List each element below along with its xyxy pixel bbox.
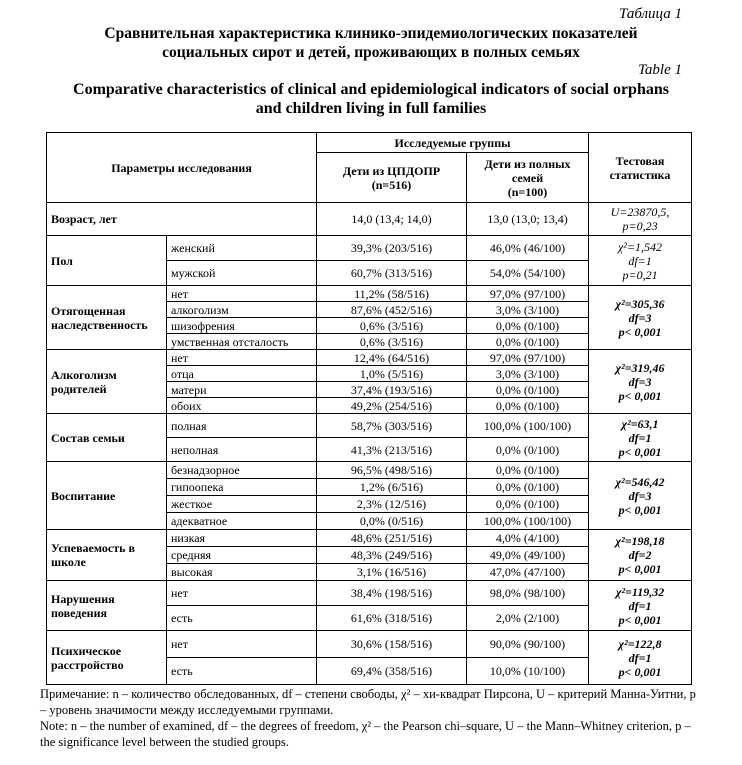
cell-value: 3,0% (3/100) [467, 366, 589, 382]
title-en-line1: Comparative characteristics of clinical and epidemiological indicators of social orphans [73, 81, 669, 98]
row-sub: мужской [167, 261, 317, 286]
table-row [47, 236, 692, 261]
cell-value: 54,0% (54/100) [467, 261, 589, 286]
cell-value: 30,6% (158/516) [317, 631, 467, 658]
row-sub: высокая [167, 564, 317, 581]
cell-value: 48,6% (251/516) [317, 530, 467, 547]
stat-cell: χ²=119,32 df=1 p< 0,001 [589, 581, 692, 631]
cell-value: 0,0% (0/516) [317, 513, 467, 530]
data-table [46, 132, 692, 685]
cell-value: 0,0% (0/100) [467, 334, 589, 350]
cell-value: 60,7% (313/516) [317, 261, 467, 286]
title-ru-line2: социальных сирот и детей, проживающих в полных семьях [162, 44, 580, 61]
row-label: Пол [47, 236, 167, 286]
cell-value: 39,3% (203/516) [317, 236, 467, 261]
row-sub: обоих [167, 398, 317, 414]
row-sub: полная [167, 414, 317, 438]
stat-cell: χ²=546,42 df=3 p< 0,001 [589, 462, 692, 530]
title-ru-line1: Сравнительная характеристика клинико-эпидемиологических показателей [104, 25, 638, 42]
cell-value: 90,0% (90/100) [467, 631, 589, 658]
row-label: Отягощенная наследственность [47, 286, 167, 350]
table-row [47, 414, 692, 438]
row-sub: низкая [167, 530, 317, 547]
row-sub: неполная [167, 438, 317, 462]
table-row [47, 530, 692, 547]
cell-value: 38,4% (198/516) [317, 581, 467, 606]
row-sub: нет [167, 350, 317, 366]
cell-value: 96,5% (498/516) [317, 462, 467, 479]
header-test: Тестовая статистика [589, 133, 692, 203]
cell-value: 13,0 (13,0; 13,4) [467, 203, 589, 236]
row-label: Воспитание [47, 462, 167, 530]
row-sub: матери [167, 382, 317, 398]
cell-value: 0,0% (0/100) [467, 318, 589, 334]
cell-value: 0,0% (0/100) [467, 496, 589, 513]
row-sub: алкоголизм [167, 302, 317, 318]
header-params: Параметры исследования [47, 133, 317, 203]
row-label: Успеваемость в школе [47, 530, 167, 581]
cell-value: 37,4% (193/516) [317, 382, 467, 398]
cell-value: 49,2% (254/516) [317, 398, 467, 414]
row-sub: жесткое [167, 496, 317, 513]
row-sub: шизофрения [167, 318, 317, 334]
table-label-ru: Таблица 1 [619, 6, 682, 22]
header-groups: Исследуемые группы [317, 133, 589, 153]
cell-value: 12,4% (64/516) [317, 350, 467, 366]
cell-value: 100,0% (100/100) [467, 414, 589, 438]
cell-value: 61,6% (318/516) [317, 606, 467, 631]
table-row [47, 203, 692, 236]
table-row [47, 462, 692, 479]
row-sub: нет [167, 631, 317, 658]
stat-cell: χ²=63,1 df=1 p< 0,001 [589, 414, 692, 462]
cell-value: 3,1% (16/516) [317, 564, 467, 581]
cell-value: 46,0% (46/100) [467, 236, 589, 261]
cell-value: 2,3% (12/516) [317, 496, 467, 513]
row-label: Нарушения поведения [47, 581, 167, 631]
cell-value: 47,0% (47/100) [467, 564, 589, 581]
cell-value: 0,0% (0/100) [467, 438, 589, 462]
cell-value: 14,0 (13,4; 14,0) [317, 203, 467, 236]
cell-value: 97,0% (97/100) [467, 350, 589, 366]
stat-cell: χ²=305,36 df=3 p< 0,001 [589, 286, 692, 350]
stat-cell: χ²=198,18 df=2 p< 0,001 [589, 530, 692, 581]
row-label: Состав семьи [47, 414, 167, 462]
row-sub: женский [167, 236, 317, 261]
cell-value: 0,0% (0/100) [467, 382, 589, 398]
table-row [47, 581, 692, 606]
title-en-line2: and children living in full families [255, 100, 487, 117]
row-sub: нет [167, 286, 317, 302]
note-en: Note: n – the number of examined, df – the degrees of freedom, χ² – the Pearson chi–square, U – the Mann–Whitney criterion, p – the significance level between the studied groups. [40, 719, 691, 749]
cell-value: 10,0% (10/100) [467, 658, 589, 685]
row-sub: безнадзорное [167, 462, 317, 479]
stat-cell: U=23870,5, p=0,23 [589, 203, 692, 236]
cell-value: 0,6% (3/516) [317, 334, 467, 350]
header-group1: Дети из ЦПДОПР (n=516) [317, 153, 467, 203]
cell-value: 3,0% (3/100) [467, 302, 589, 318]
table-row [47, 286, 692, 302]
cell-value: 1,0% (5/516) [317, 366, 467, 382]
cell-value: 87,6% (452/516) [317, 302, 467, 318]
row-sub: адекватное [167, 513, 317, 530]
row-sub: есть [167, 606, 317, 631]
cell-value: 49,0% (49/100) [467, 547, 589, 564]
row-sub: нет [167, 581, 317, 606]
note-ru: Примечание: n – количество обследованных, df – степени свободы, χ² – хи-квадрат Пирсона, U – критерий Манна-Уитни, p – уровень значимости между исследуемыми группами. [40, 687, 696, 717]
cell-value: 48,3% (249/516) [317, 547, 467, 564]
cell-value: 41,3% (213/516) [317, 438, 467, 462]
cell-value: 69,4% (358/516) [317, 658, 467, 685]
title-ru [20, 24, 722, 62]
title-en [20, 80, 722, 118]
row-label: Алкоголизм родителей [47, 350, 167, 414]
row-label: Психическое расстройство [47, 631, 167, 685]
cell-value: 11,2% (58/516) [317, 286, 467, 302]
cell-value: 2,0% (2/100) [467, 606, 589, 631]
cell-value: 4,0% (4/100) [467, 530, 589, 547]
table-row [47, 350, 692, 366]
cell-value: 98,0% (98/100) [467, 581, 589, 606]
cell-value: 0,0% (0/100) [467, 479, 589, 496]
cell-value: 100,0% (100/100) [467, 513, 589, 530]
row-sub: средняя [167, 547, 317, 564]
cell-value: 58,7% (303/516) [317, 414, 467, 438]
cell-value: 97,0% (97/100) [467, 286, 589, 302]
cell-value: 1,2% (6/516) [317, 479, 467, 496]
row-sub: гипоопека [167, 479, 317, 496]
cell-value: 0,0% (0/100) [467, 462, 589, 479]
row-sub: есть [167, 658, 317, 685]
stat-cell: χ²=122,8 df=1 p< 0,001 [589, 631, 692, 685]
cell-value: 0,0% (0/100) [467, 398, 589, 414]
stat-cell: χ²=319,46 df=3 p< 0,001 [589, 350, 692, 414]
stat-cell: χ²=1,542 df=1 p=0,21 [589, 236, 692, 286]
row-sub: отца [167, 366, 317, 382]
table-label-en: Table 1 [637, 62, 682, 78]
cell-value: 0,6% (3/516) [317, 318, 467, 334]
table-row [47, 631, 692, 658]
row-sub: умственная отсталость [167, 334, 317, 350]
header-group2: Дети из полных семей (n=100) [467, 153, 589, 203]
row-label: Возраст, лет [47, 203, 317, 236]
